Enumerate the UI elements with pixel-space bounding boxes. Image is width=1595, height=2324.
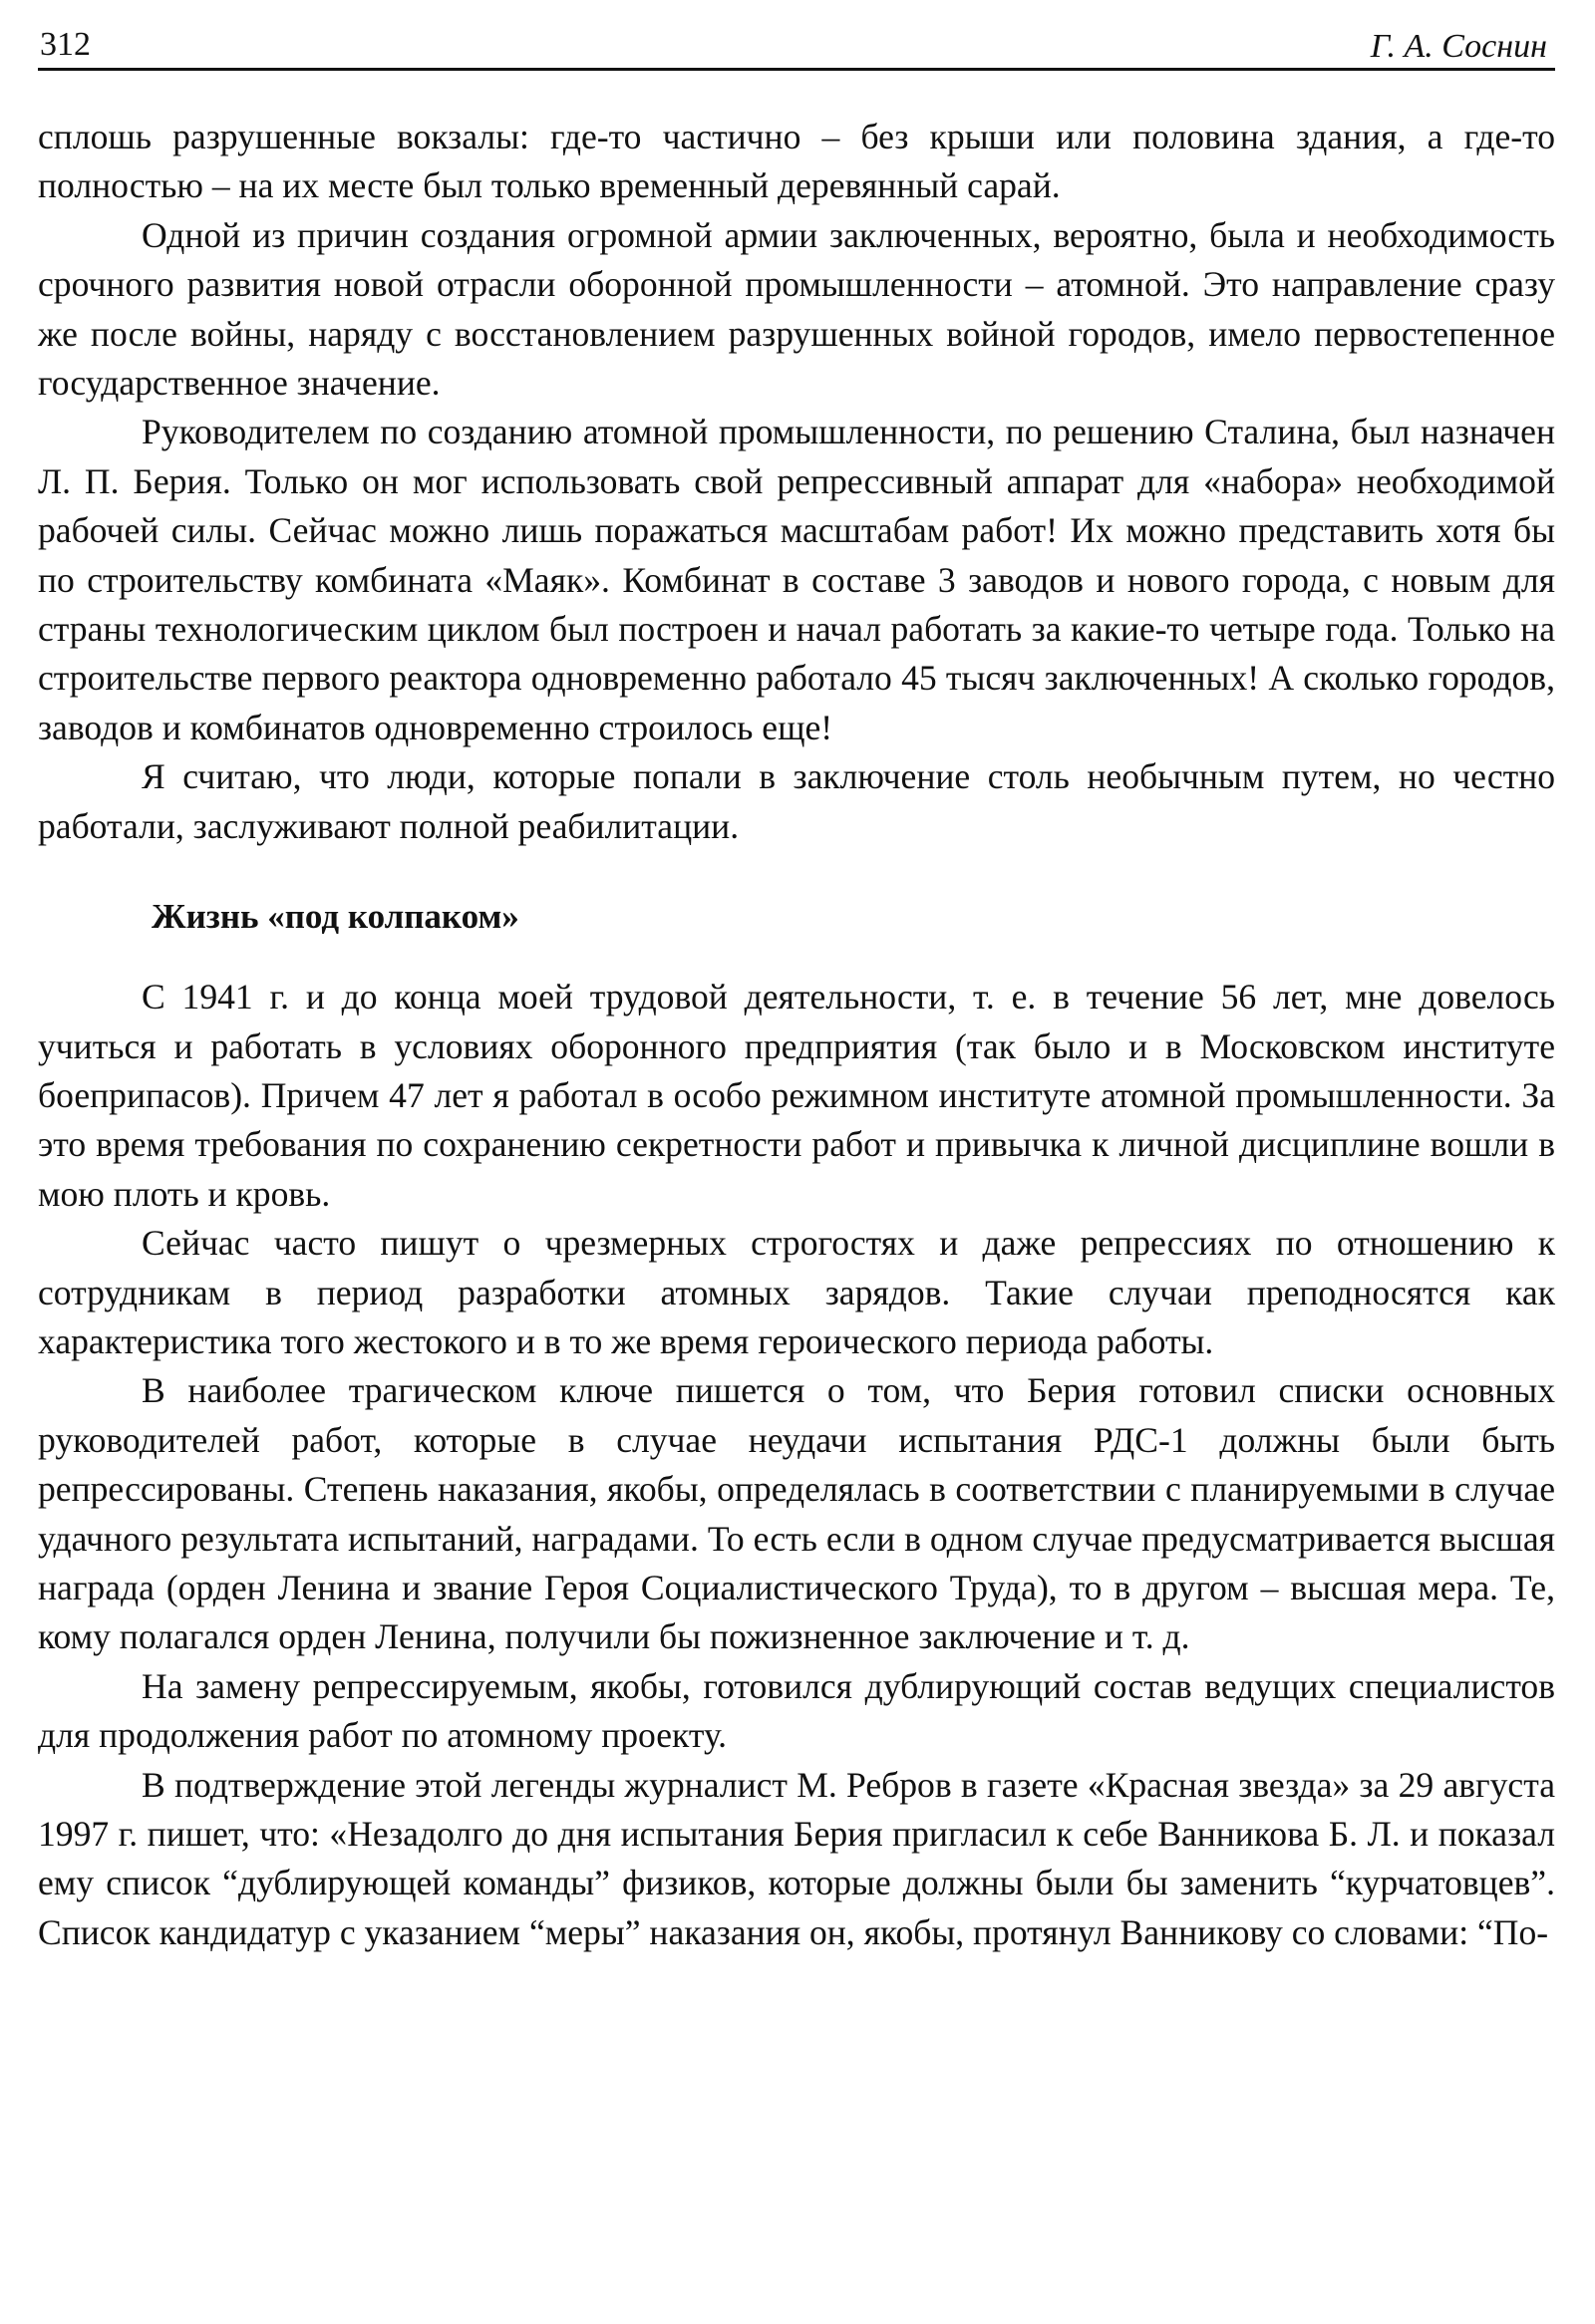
page-number: 312 bbox=[40, 26, 91, 63]
body-text bbox=[38, 113, 1555, 1957]
section-heading: Жизнь «под колпаком» bbox=[152, 897, 519, 937]
running-author: Г. А. Соснин bbox=[1370, 28, 1547, 65]
paragraph: На замену репрессируемым, якобы, готовился дублирующий состав ведущих специалистов для продолжения работ по атомному проекту. bbox=[38, 1665, 1555, 1756]
paragraph: Одной из причин создания огромной армии заключенных, вероятно, была и необходимость срочного развития новой отрасли оборонной промышленности – атомной. Это направление сразу же после войны, наряду с восстановлением разрушенных войной городов, имело первостепенное государственное значение. bbox=[38, 214, 1555, 404]
paragraph: В наиболее трагическом ключе пишется о том, что Берия готовил списки основных руководителей работ, которые в случае неудачи испытания РДС-1 должны были быть репрессированы. Степень наказания, якобы, определялась в соответствии с планируемыми в случае удачного результата испытаний, наградами. То есть если в одном случае предусматривается высшая награда (орден Ленина и звание Героя Социалистического Труда), то в другом – высшая мера. Те, кому полагался орден Ленина, получили бы пожизненное заключение и т. д. bbox=[38, 1370, 1555, 1657]
running-header bbox=[38, 20, 1555, 71]
paragraph: Руководителем по созданию атомной промышленности, по решению Сталина, был назначен Л. П. Берия. Только он мог использовать свой репрессивный аппарат для «набора» необходимой рабочей силы. Сейчас можно лишь поражаться масштабам работ! Их можно представить хотя бы по строительству комбината «Маяк». Комбинат в составе 3 заводов и нового города, с новым для страны технологическим циклом был построен и начал работать за какие-то четыре года. Только на строительстве первого реактора одновременно работало 45 тысяч заключенных! А сколько городов, заводов и комбинатов одновременно строилось еще! bbox=[38, 412, 1555, 747]
paragraph: сплошь разрушенные вокзалы: где-то частично – без крыши или половина здания, а где-то полностью – на их месте был только временный деревянный сарай. bbox=[38, 117, 1555, 206]
paragraph: Сейчас часто пишут о чрезмерных строгостях и даже репрессиях по отношению к сотрудникам в период разработки атомных зарядов. Такие случаи преподносятся как характеристика того жестокого и в то же время героического периода работы. bbox=[38, 1223, 1555, 1361]
book-page bbox=[38, 20, 1555, 1957]
paragraph: В подтверждение этой легенды журналист М. Ребров в газете «Красная звезда» за 29 августа 1997 г. пишет, что: «Незадолго до дня испытания Берия пригласил к себе Ванникова Б. Л. и показал ему список “дублирующей команды” физиков, которые должны были бы заменить “курчатовцев”. Список кандидатур с указанием “меры” наказания он, якобы, протянул Ванникову со словами: “По- bbox=[38, 1764, 1555, 1952]
paragraph: С 1941 г. и до конца моей трудовой деятельности, т. е. в течение 56 лет, мне довелось учиться и работать в условиях оборонного предприятия (так было и в Московском институте боеприпасов). Причем 47 лет я работал в особо режимном институте атомной промышленности. За это время требования по сохранению секретности работ и привычка к личной дисциплине вошли в мою плоть и кровь. bbox=[38, 977, 1555, 1214]
paragraph: Я считаю, что люди, которые попали в заключение столь необычным путем, но честно работали, заслуживают полной реабилитации. bbox=[38, 756, 1555, 846]
